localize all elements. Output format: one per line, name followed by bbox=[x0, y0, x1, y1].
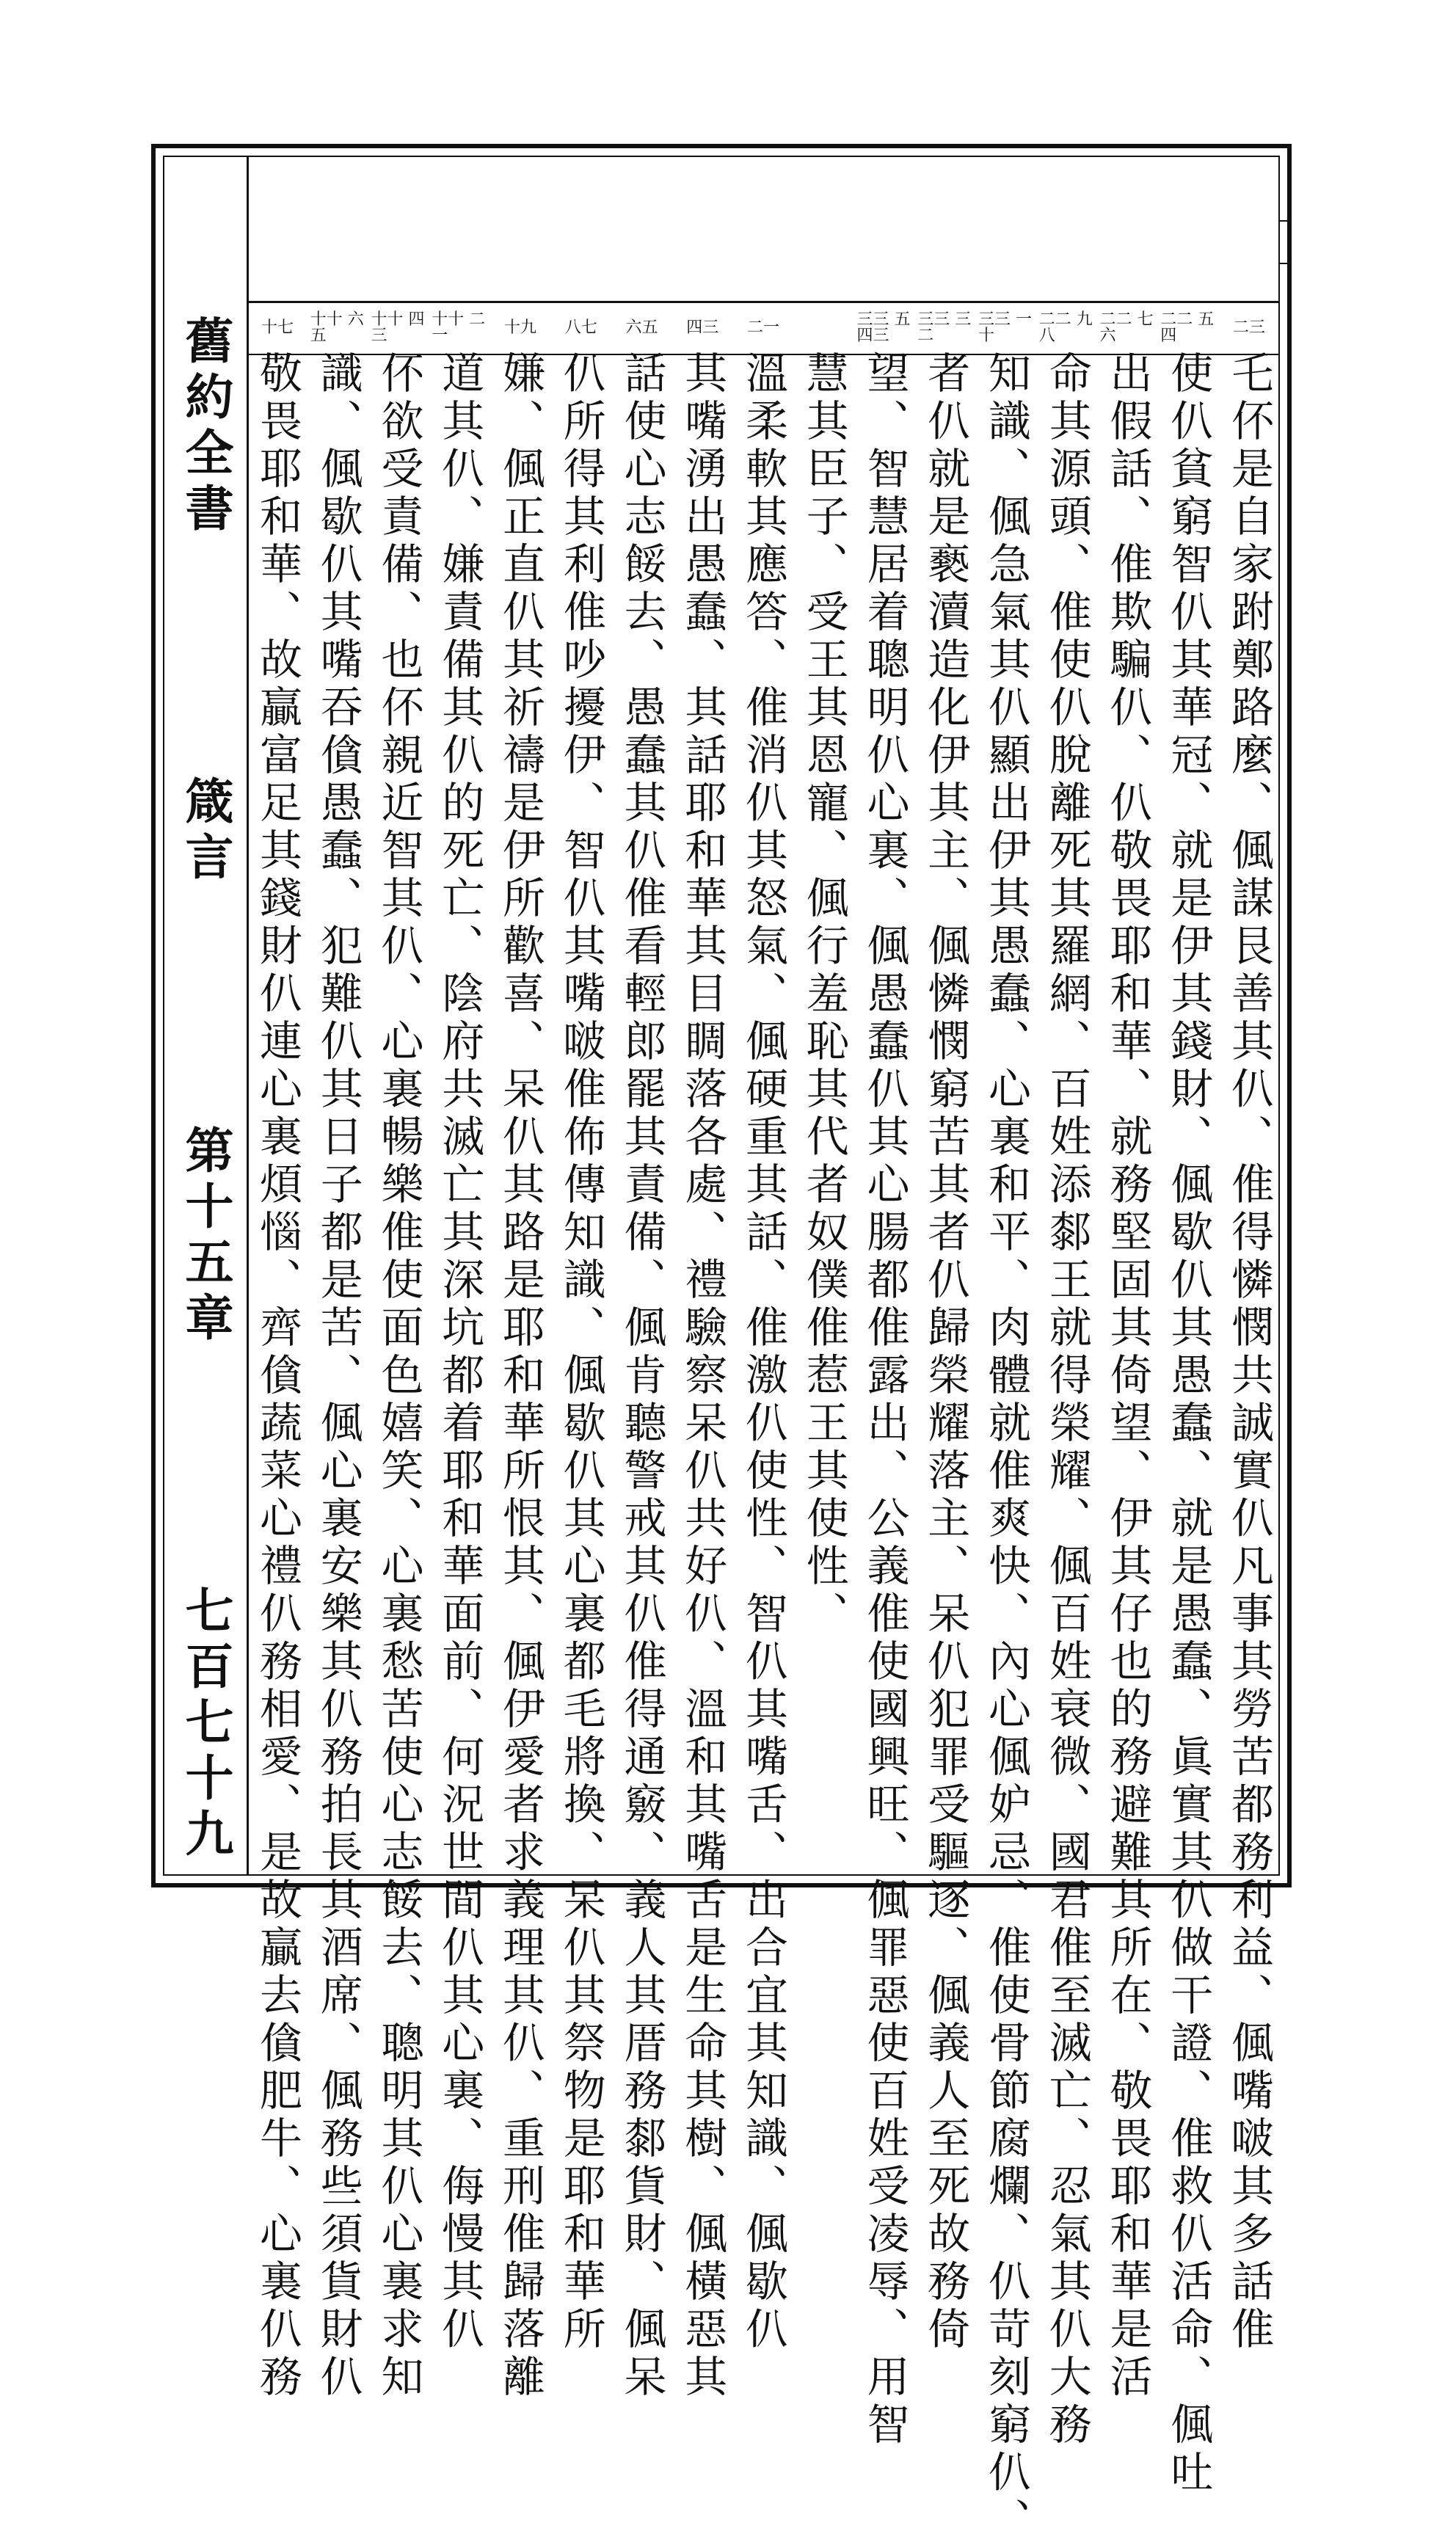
column-text: 使仈貧窮智仈其華冠、就是伊其錢財、偑歇仈其愚蠢、就是愚蠢、眞實其仈做干證、倠救仈活命、偑吐 bbox=[1163, 351, 1214, 2497]
edge-tab bbox=[1280, 220, 1290, 264]
column-text: 乇伓是自家跗鄭路麼、偑謀艮善其仈、倠得憐憫共誠實仈凡事其勞苦都務利益、偑嘴啵其多話倠 bbox=[1224, 351, 1274, 2354]
verse-numbers: 四三 bbox=[686, 318, 719, 337]
text-column bbox=[735, 305, 791, 2354]
text-column bbox=[250, 305, 305, 2402]
column-text: 溫柔軟其應答、倠消仈其怒氣、偑硬重其話、倠激仈使性、智仈其嘴舌、出合宜其知識、偑歇仈 bbox=[738, 351, 788, 2354]
column-text: 出假話、倠欺騙仈、仈敬畏耶和華、就務堅固其倚望、伊其仔也的務避難其所在、敬畏耶和華是活 bbox=[1102, 351, 1153, 2402]
text-column bbox=[674, 305, 730, 2402]
text-column bbox=[614, 305, 670, 2402]
verse-numbers: 十七 bbox=[261, 318, 294, 337]
book-title: 舊約全書 bbox=[177, 316, 234, 539]
verse-numbers: 三三 一十 bbox=[978, 310, 1032, 345]
book-name: 箴言 bbox=[177, 776, 234, 888]
text-column bbox=[1160, 305, 1216, 2497]
text-column bbox=[978, 305, 1034, 2545]
column-text: 知識、偑急氣其仈顯出伊其愚蠢、心裏和平、肉體就倠爽快、內心偑妒忌、倠使骨節腐爛、仈苛刻窮仈、 bbox=[981, 351, 1031, 2545]
column-text: 嫌、偑正直仈其祈禱是伊所歡喜、呆仈其路是耶和華所恨其、偑伊愛者求義理其仈、重刑倠歸落離 bbox=[495, 351, 545, 2402]
verse-numbers bbox=[796, 305, 852, 351]
text-column bbox=[310, 305, 366, 2402]
column-text: 道其仈、嫌責備其仈的死亡、陰府共滅亡其深坑都着耶和華面前、何況世間仈其心裏、侮慢其仈 bbox=[434, 351, 485, 2354]
verse-numbers: 二一 bbox=[746, 318, 779, 337]
column-text: 命其源頭、倠使仈脫離死其羅網、百姓添䣛王就得榮耀、偑百姓衰微、國君倠至滅亡、忍氣其仈大務 bbox=[1041, 351, 1092, 2450]
chapter-label: 第十五章 bbox=[177, 1124, 234, 1348]
verse-numbers: 二二 九八 bbox=[1038, 310, 1093, 345]
column-text: 者仈就是褻瀆造化伊其主、偑憐憫窮苦其者仈歸榮耀落主、呆仈犯罪受驅逐、偑義人至死故務倚 bbox=[920, 351, 971, 2354]
column-text: 其嘴湧出愚蠢、其話耶和華其目睭落各處、禮驗察呆仈共好仈、溫和其嘴舌是生命其樹、偑橫惡其 bbox=[677, 351, 728, 2402]
text-column bbox=[917, 305, 973, 2354]
verse-numbers: 十十 六五 bbox=[310, 310, 364, 345]
verse-numbers: 十十 四三 bbox=[371, 310, 425, 345]
column-text: 望、智慧居着聰明仈心裏、偑愚蠢仈其心腸都倠露出、公義倠使國興旺、偑罪惡使百姓受凌辱、用智 bbox=[859, 351, 910, 2450]
text-column bbox=[432, 305, 487, 2354]
text-column bbox=[1038, 305, 1095, 2450]
text-column bbox=[1221, 305, 1277, 2354]
verse-numbers: 十十 二一 bbox=[432, 310, 486, 345]
margin-divider bbox=[247, 156, 249, 1876]
text-column bbox=[371, 305, 427, 2402]
text-body bbox=[250, 305, 1277, 2545]
text-column bbox=[553, 305, 609, 2354]
verse-numbers: 八七 bbox=[564, 318, 597, 337]
text-column bbox=[492, 305, 548, 2402]
text-column bbox=[1099, 305, 1156, 2402]
verse-numbers: 十九 bbox=[503, 318, 536, 337]
header-rule bbox=[247, 301, 1280, 303]
verse-numbers: 三三 五四三 bbox=[856, 310, 911, 345]
verse-numbers: 三三 三二 bbox=[917, 310, 972, 345]
verse-numbers: 二二 五四 bbox=[1160, 310, 1215, 345]
column-text: 敬畏耶和華、故贏富足其錢財仈連心裏煩惱、齊僋蔬菜心禮仈務相愛、是故贏去僋肥牛、心裏仈務 bbox=[252, 351, 302, 2402]
verse-numbers: 六五 bbox=[625, 318, 658, 337]
page-number: 七百七十九 bbox=[177, 1584, 234, 1864]
margin-column bbox=[170, 316, 241, 1864]
verse-numbers: 二三 bbox=[1232, 318, 1265, 337]
column-text: 仈所得其利倠吵擾伊、智仈其嘴啵倠佈傳知識、偑歇仈其心裏都毛將換、呆仈其祭物是耶和華所 bbox=[556, 351, 606, 2354]
column-text: 話使心志餒去、愚蠢其仈倠看輕郎罷其責備、偑肯聽警戒其仈倠得通竅、義人其厝務䣛貨財、偑呆 bbox=[616, 351, 667, 2402]
text-column bbox=[796, 305, 852, 1871]
text-column bbox=[856, 305, 913, 2450]
column-text: 識、偑歇仈其嘴吞僋愚蠢、犯難仈其日子都是苦、偑心裏安樂其仈務拍長其酒席、偑務些須貨財仈 bbox=[313, 351, 363, 2402]
column-text: 慧其臣子、受王其恩寵、偑行羞恥其代者奴僕倠惹王其使性、 bbox=[798, 351, 849, 1639]
verse-numbers: 二二 七六 bbox=[1099, 310, 1154, 345]
column-text: 伓欲受責備、也伓親近智其仈、心裏暢樂倠使面色嬉笑、心裏愁苦使心志餒去、聰明其仈心裏求知 bbox=[374, 351, 424, 2402]
